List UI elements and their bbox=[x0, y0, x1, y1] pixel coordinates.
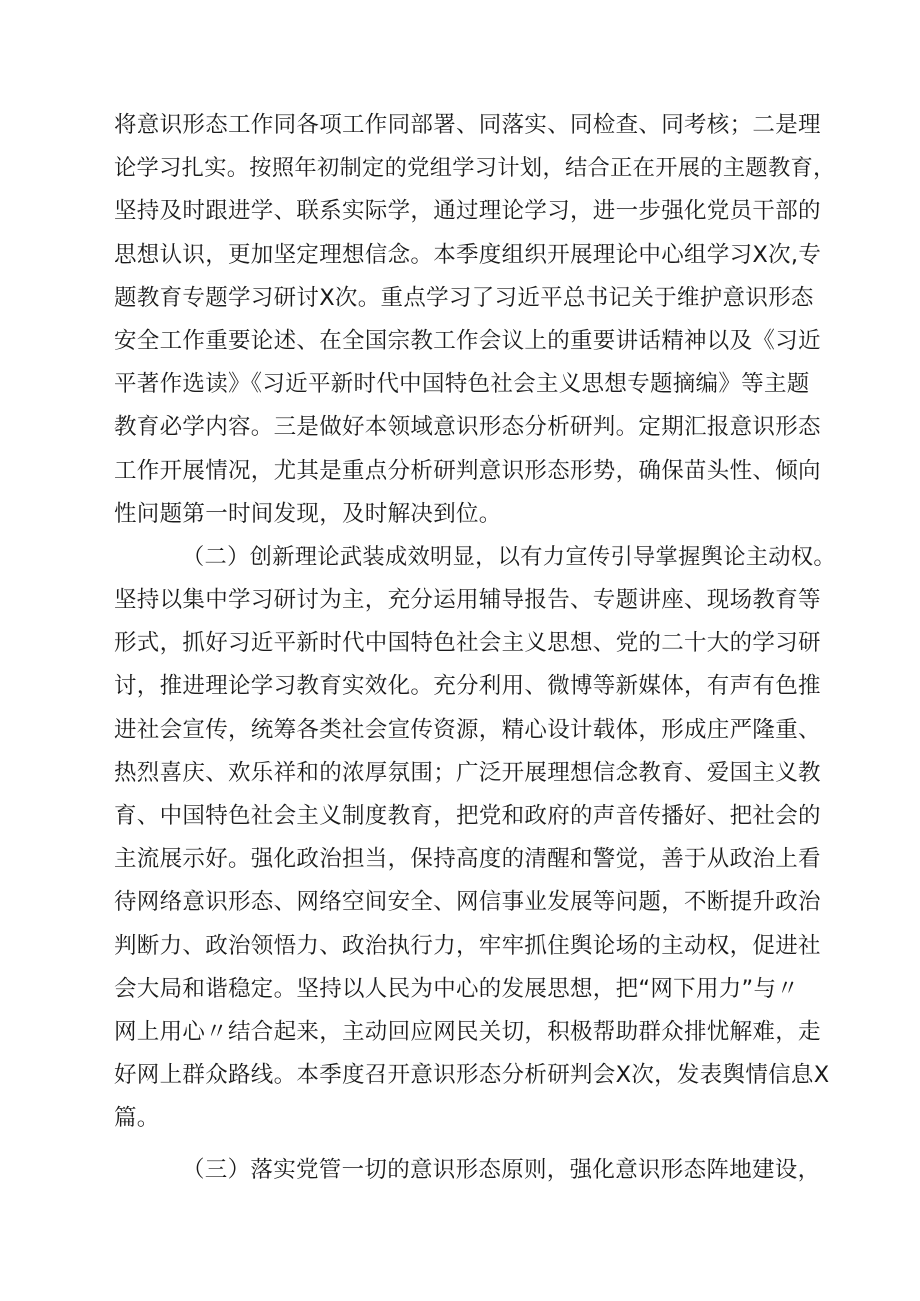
text-line: 篇。 bbox=[114, 1105, 160, 1132]
text-line: 进社会宣传，统筹各类社会宣传资源，精心设计载体，形成庄严隆重、 bbox=[114, 716, 821, 743]
text-line: 安全工作重要论述、在全国宗教工作会议上的重要讲话精神以及《习近 bbox=[114, 327, 821, 354]
text-line: 性问题第一时间发现，及时解决到位。 bbox=[114, 500, 502, 527]
text-line: 判断力、政治领悟力、政治执行力，牢牢抓住舆论场的主动权，促进社 bbox=[114, 932, 821, 959]
text-line: 形式，抓好习近平新时代中国特色社会主义思想、党的二十大的学习研 bbox=[114, 630, 821, 657]
text-line: 平著作选读》《习近平新时代中国特色社会主义思想专题摘编》等主题 bbox=[114, 371, 810, 398]
section-heading-line: （二）创新理论武装成效明显，以有力宣传引导掌握舆论主动权。 bbox=[182, 543, 836, 570]
text-line: 好网上群众路线。本季度召开意识形态分析研判会X次，发表舆情信息X bbox=[114, 1062, 830, 1089]
text-line: 工作开展情况，尤其是重点分析研判意识形态形势，确保苗头性、倾向 bbox=[114, 457, 821, 484]
text-line: 育、中国特色社会主义制度教育，把党和政府的声音传播好、把社会的 bbox=[114, 803, 821, 829]
paragraph-section-2 bbox=[114, 536, 834, 1141]
text-line: 将意识形态工作同各项工作同部署、同落实、同检查、同考核；二是理 bbox=[114, 112, 821, 138]
text-line: 网上用心〃结合起来，主动回应网民关切，积极帮助群众排忧解难，走 bbox=[114, 1018, 821, 1045]
paragraph-gap bbox=[114, 1141, 834, 1149]
text-line: 讨，推进理论学习教育实效化。充分利用、微博等新媒体，有声有色推 bbox=[114, 673, 821, 700]
text-line: 教育必学内容。三是做好本领域意识形态分析研判。定期汇报意识形态 bbox=[114, 414, 821, 441]
paragraph-section-3 bbox=[114, 1149, 834, 1192]
text-line: 会大局和谐稳定。坚持以人民为中心的发展思想，把“网下用力”与〃 bbox=[114, 975, 800, 1002]
text-line: 论学习扎实。按照年初制定的党组学习计划，结合正在开展的主题教育， bbox=[114, 155, 836, 182]
text-line: 主流展示好。强化政治担当，保持高度的清醒和警觉，善于从政治上看 bbox=[114, 846, 821, 873]
text-line: 题教育专题学习研讨X次。重点学习了习近平总书记关于维护意识形态 bbox=[114, 284, 814, 311]
section-heading-line: （三）落实党管一切的意识形态原则，强化意识形态阵地建设， bbox=[182, 1156, 821, 1183]
text-line: 坚持及时跟进学、联系实际学，通过理论学习，进一步强化党员干部的 bbox=[114, 198, 821, 225]
paragraph-continuation bbox=[114, 104, 834, 536]
text-line: 热烈喜庆、欢乐祥和的浓厚氛围；广泛开展理想信念教育、爱国主义教 bbox=[114, 759, 821, 786]
text-line: 思想认识，更加坚定理想信念。本季度组织开展理论中心组学习X次,专 bbox=[114, 241, 822, 268]
text-line: 待网络意识形态、网络空间安全、网信事业发展等问题，不断提升政治 bbox=[114, 889, 821, 916]
document-body bbox=[114, 104, 834, 1192]
text-line: 坚持以集中学习研讨为主，充分运用辅导报告、专题讲座、现场教育等 bbox=[114, 587, 821, 614]
